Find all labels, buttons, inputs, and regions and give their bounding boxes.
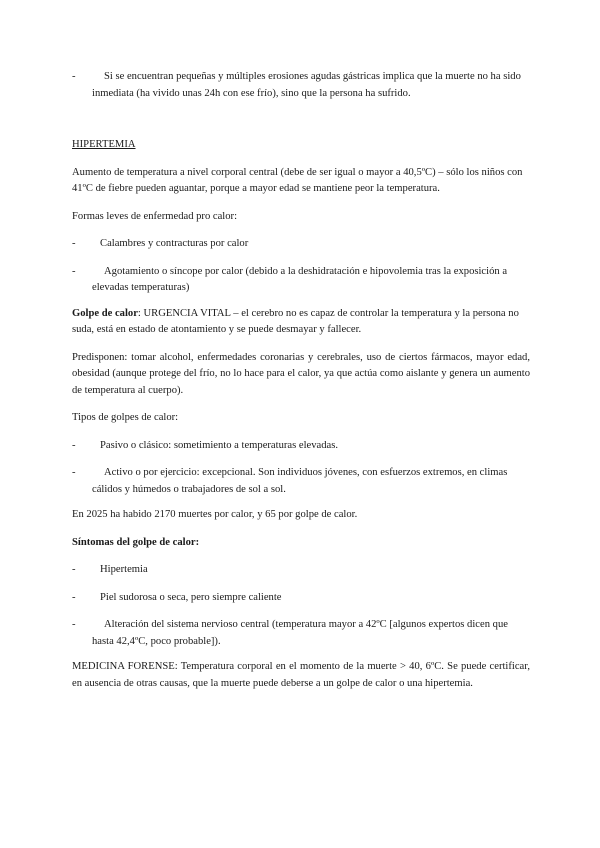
bullet-dash: - [72, 619, 76, 630]
paragraph-sintomas-title: Síntomas del golpe de calor: [72, 536, 200, 548]
bullet-dash: - [72, 467, 76, 478]
bullet-text: Piel sudorosa o seca, pero siempre caliente [100, 591, 282, 603]
bullet-erosiones [72, 69, 530, 102]
paragraph-formas-leves: Formas leves de enfermedad pro calor: [72, 210, 238, 222]
paragraph-golpe-de-calor [72, 306, 530, 339]
bullet-dash: - [72, 71, 76, 82]
bullet-text: Calambres y contracturas por calor [100, 238, 249, 249]
bullet-piel [72, 590, 530, 607]
paragraph-estadistica: En 2025 ha habido 2170 muertes por calor, y 65 por golpe de calor. [72, 509, 358, 520]
bullet-pasivo [72, 438, 530, 455]
bullet-calambres [72, 236, 530, 253]
bullet-dash: - [72, 238, 76, 249]
bullet-text: Hipertemia [100, 564, 148, 575]
section-heading: HIPERTEMIA [72, 139, 136, 150]
bullet-text: Activo o por ejercicio: excepcional. Son individuos jóvenes, con esfuerzos extremos, en climas cálidos y húmedos o trabajadores de sol a sol. [92, 467, 508, 495]
bullet-agotamiento [72, 264, 530, 297]
paragraph-tipos: Tipos de golpes de calor: [72, 412, 179, 423]
paragraph-medicina-forense: MEDICINA FORENSE: Temperatura corporal en el momento de la muerte > 40, 6ºC. Se puede certificar, en ausencia de otras causas, que la muerte puede deberse a un golpe de calor o una hipertemia. [72, 661, 530, 689]
bullet-text: Alteración del sistema nervioso central (temperatura mayor a 42ºC [algunos expertos dicen que hasta 42,4ºC, poco probable]). [92, 619, 508, 647]
bullet-dash: - [72, 564, 76, 575]
golpe-de-calor-desc: : URGENCIA VITAL – el cerebro no es capaz de controlar la temperatura y la persona no suda, está en estado de atontamiento y se puede desmayar y fallecer. [72, 307, 519, 335]
bullet-dash: - [72, 591, 76, 603]
bullet-text: Agotamiento o síncope por calor (debido a la deshidratación e hipovolemia tras la exposición a elevadas temperaturas) [92, 265, 508, 293]
paragraph-predisponen: Predisponen: tomar alcohol, enfermedades coronarias y cerebrales, uso de ciertos fármacos, mayor edad, obesidad (aunque protege del frío, no lo hace para el calor, ya que actúa como aislante y genera un aumento de temperatura al cuerpo). [72, 351, 530, 396]
bullet-alteracion [72, 617, 530, 650]
golpe-de-calor-term: Golpe de calor [72, 307, 138, 319]
bullet-dash: - [72, 265, 76, 277]
bullet-hipertemia [72, 562, 530, 579]
bullet-dash: - [72, 439, 76, 451]
paragraph-definition: Aumento de temperatura a nivel corporal central (debe de ser igual o mayor a 40,5ºC) – sólo los niños con 41ºC de fiebre pueden aguantar, porque a mayor edad se mantiene peor la temperatura. [72, 166, 523, 194]
bullet-activo [72, 465, 530, 498]
bullet-text: Si se encuentran pequeñas y múltiples erosiones agudas gástricas implica que la muerte no ha sido inmediata (ha vivido unas 24h con ese frío), sino que la persona ha sufrido. [92, 71, 521, 99]
bullet-text: Pasivo o clásico: sometimiento a temperaturas elevadas. [100, 439, 338, 451]
